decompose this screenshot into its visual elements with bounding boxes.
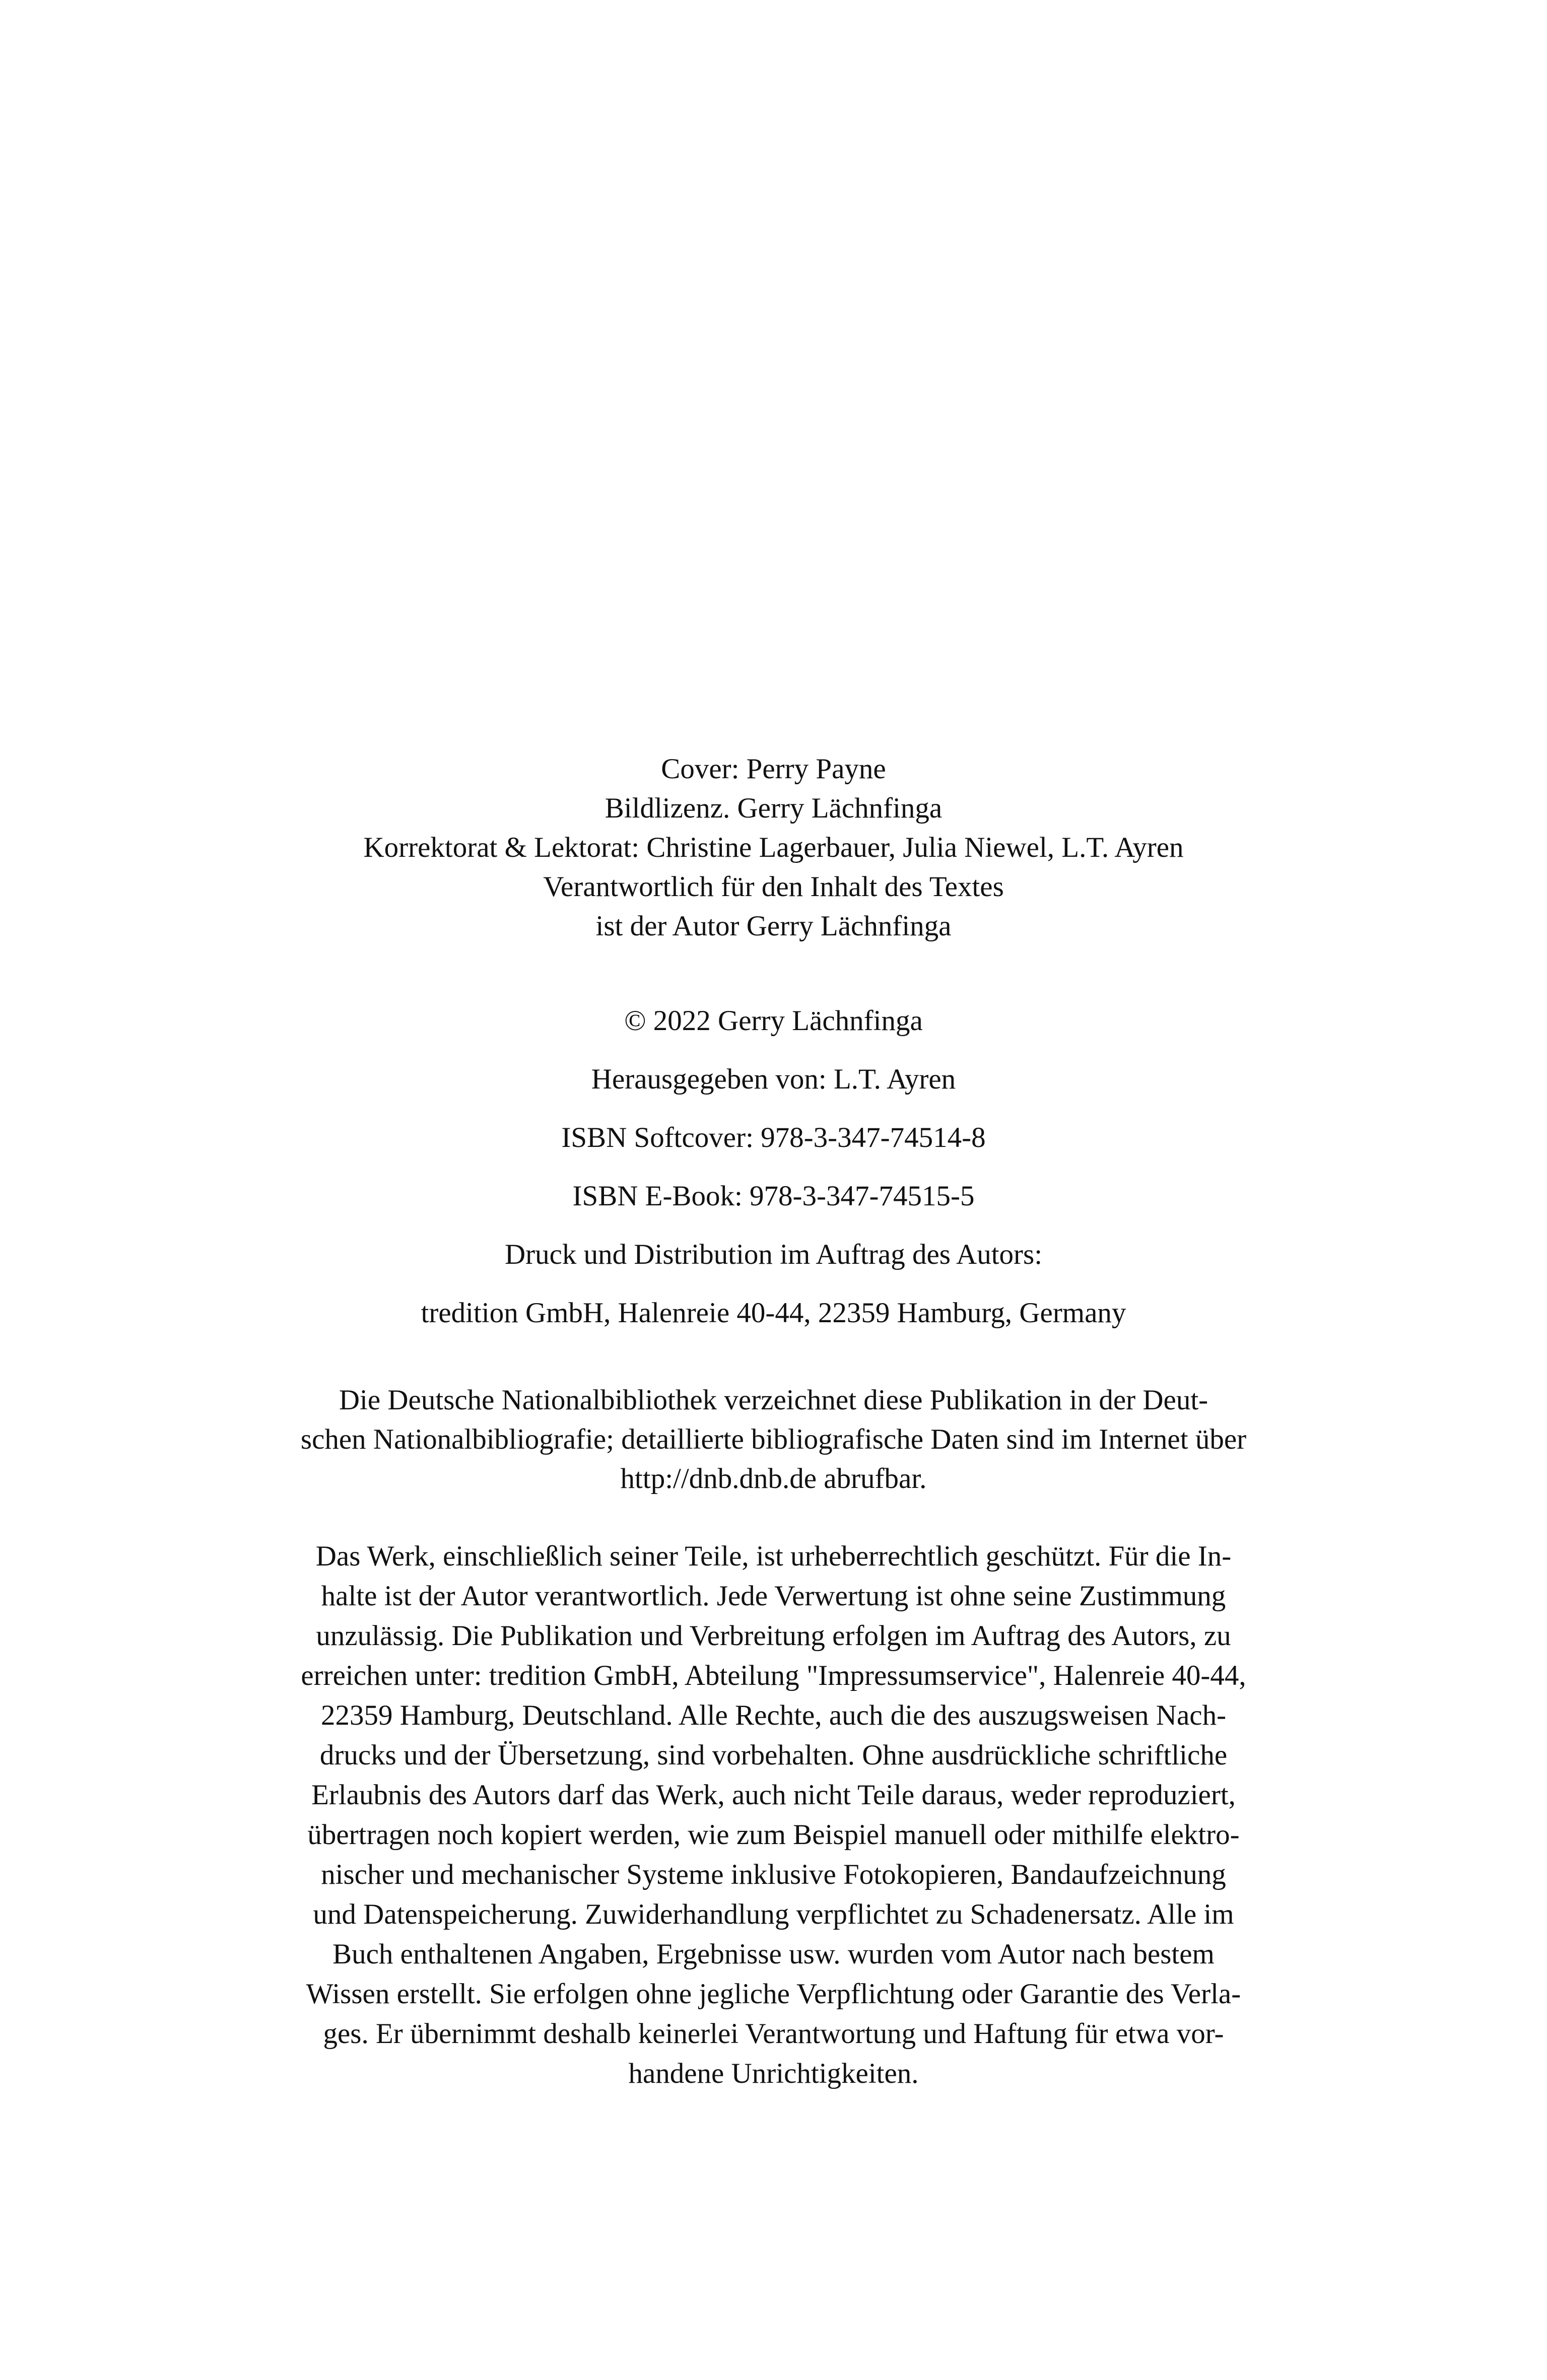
dnb-notice [0,1381,1547,1499]
dnb-notice-line: schen Nationalbibliografie; detaillierte bibliografische Daten sind im Internet über [300,1423,1247,1455]
distribution-label: Druck und Distribution im Auftrag des Autors: [504,1239,1043,1270]
legal-notice-line: übertragen noch kopiert werden, wie zum Beispiel manuell oder mithilfe elektro- [307,1819,1240,1851]
dnb-notice-line: http://dnb.dnb.de abrufbar. [620,1463,927,1494]
legal-notice-line: handene Unrichtigkeiten. [628,2058,919,2089]
legal-notice-line: halte ist der Autor verantwortlich. Jede Verwertung ist ohne seine Zustimmung [321,1580,1226,1612]
publisher-line: Herausgegeben von: L.T. Ayren [591,1063,956,1095]
isbn-softcover: ISBN Softcover: 978-3-347-74514-8 [561,1122,986,1153]
legal-notice-line: Erlaubnis des Autors darf das Werk, auch nicht Teile daraus, weder reproduziert, [311,1779,1236,1811]
publication-info [0,1001,1547,1352]
copyright-line: © 2022 Gerry Lächnfinga [624,1005,923,1037]
legal-notice-line: 22359 Hamburg, Deutschland. Alle Rechte, auch die des auszugsweisen Nach- [320,1699,1227,1731]
responsibility-line-2: ist der Autor Gerry Lächnfinga [595,910,952,942]
legal-notice [0,1536,1547,2093]
legal-notice-line: Wissen erstellt. Sie erfolgen ohne jegliche Verpflichtung oder Garantie des Verla- [306,1978,1241,2010]
image-license: Bildlizenz. Gerry Lächnfinga [604,792,943,824]
dnb-notice-line: Die Deutsche Nationalbibliothek verzeichnet diese Publikation in der Deut- [339,1384,1208,1416]
responsibility-line-1: Verantwortlich für den Inhalt des Textes [543,871,1004,903]
legal-notice-line: Das Werk, einschließlich seiner Teile, ist urheberrechtlich geschützt. Für die In- [315,1540,1232,1572]
legal-notice-line: Buch enthaltenen Angaben, Ergebnisse usw. wurden vom Autor nach bestem [332,1938,1215,1970]
legal-notice-line: unzulässig. Die Publikation und Verbreitung erfolgen im Auftrag des Autors, zu [316,1620,1231,1652]
proofreading-credit: Korrektorat & Lektorat: Christine Lagerbauer, Julia Niewel, L.T. Ayren [363,832,1184,863]
legal-notice-line: und Datenspeicherung. Zuwiderhandlung verpflichtet zu Schadenersatz. Alle im [313,1898,1234,1930]
cover-credit: Cover: Perry Payne [661,753,886,785]
legal-notice-line: drucks und der Übersetzung, sind vorbehalten. Ohne ausdrückliche schriftliche [319,1739,1228,1771]
legal-notice-line: erreichen unter: tredition GmbH, Abteilung "Impressumservice", Halenreie 40-44, [301,1660,1246,1691]
legal-notice-line: nischer und mechanischer Systeme inklusive Fotokopieren, Bandaufzeichnung [321,1859,1226,1890]
distributor-address: tredition GmbH, Halenreie 40-44, 22359 Hamburg, Germany [421,1297,1126,1329]
credits-block [0,750,1547,946]
isbn-ebook: ISBN E-Book: 978-3-347-74515-5 [572,1180,975,1212]
legal-notice-line: ges. Er übernimmt deshalb keinerlei Verantwortung und Haftung für etwa vor- [323,2018,1224,2050]
